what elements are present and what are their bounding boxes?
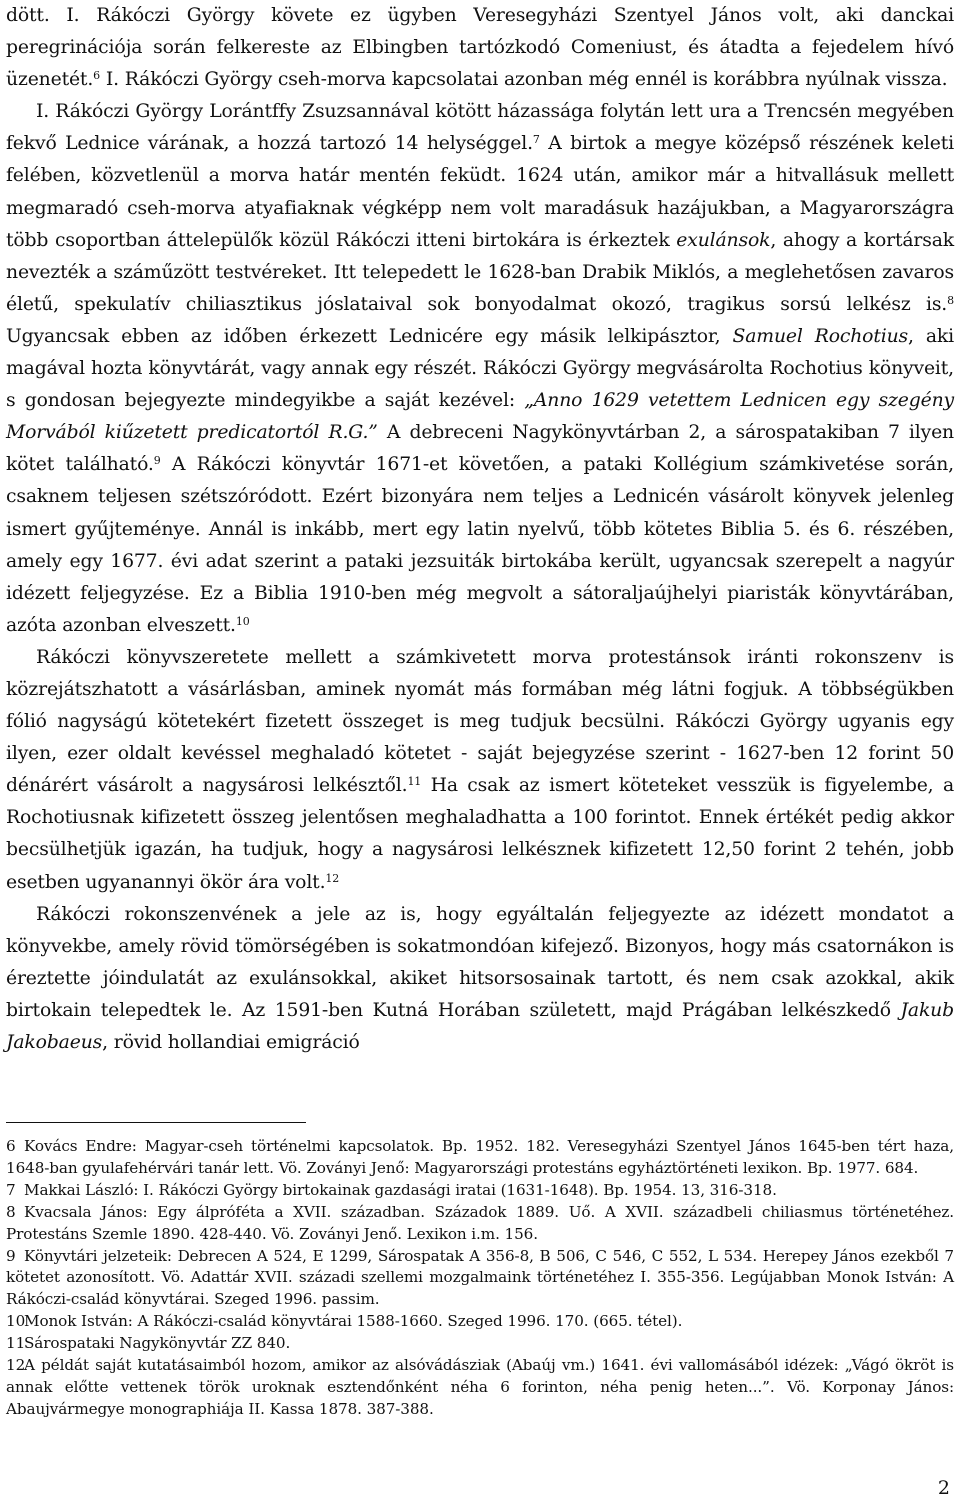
italic-name: Samuel Rochotius [732,325,909,347]
footnote-text: Könyvtári jelzeteik: Debrecen A 524, E 1299, Sárospatak A 356-8, B 506, C 546, C 552, L 534. Herepey János ezekből 7 kötetet azonosított. Vö. Adattár XVII. századi szellemi mozgalmaink történetéhez I. 355-356. Legújabban Monok István: A Rákóczi-család könyvtárai. Szeged 1996. passim. [6,1246,954,1309]
footnote-text: Kvacsala János: Egy álpróféta a XVII. században. Századok 1889. Uő. A XVII. századbeli chiliasmus történetéhez. Protestáns Szemle 1890. 428-440. Vö. Zoványi Jenő. Lexikon i.m. 156. [6,1202,954,1243]
footnote-number: 10 [6,1312,26,1331]
main-text [6,0,954,1059]
text-run: Ugyancsak ebben az időben érkezett Lednicére egy másik lelkipásztor, [6,325,733,347]
footnote-10 [6,1311,954,1333]
paragraph-3 [6,642,954,899]
text-run: dött. I. Rákóczi György követe ez ügyben Veresegyházi Szentyel János volt, aki danckai peregrinációja során felkereste az Elbingben tartózkodó Comeniust, és átadta a fejedelem hívó üzenetét. [6,5,954,91]
footnote-ref-8[interactable]: 8 [947,293,954,307]
text-run: , ahogy a kortársak nevezték a száműzött testvéreket. Itt telepedett le 1628-ban Drabik Miklós, a meglehetősen zavaros életű, spekulatív chiliasztikus jóslataival sok bonyodalmat okozó, tragikus sorsú lelkész is. [6,229,954,315]
footnote-separator [6,1122,306,1123]
footnote-ref-9[interactable]: 9 [153,454,161,468]
footnote-number: 9 [6,1246,16,1265]
text-run: Rákóczi könyvszeretete mellett a számkivetett morva protestánsok iránti rokonszenv is közrejátszhatott a vásárlásban, aminek nyomát más formában még látni fogjuk. A többségükben fólió nagyságú kötetekért fizetett összeget is meg tudjuk becsülni. Rákóczi György ugyanis egy ilyen, ezer oldalt kevéssel meghaladó kötetet - saját bejegyzése szerint - 1627-ben 12 forint 50 dénárért vásárolt a nagysárosi lelkésztől. [6,646,954,797]
text-run: , aki magával hozta könyvtárát, vagy annak egy részét. Rákóczi György megvásárolta Rochotius könyveit, s gondosan bejegyezte mindegyikbe a saját kezével: [6,325,954,412]
footnote-7 [6,1180,954,1202]
footnote-text: Kovács Endre: Magyar-cseh történelmi kapcsolatok. Bp. 1952. 182. Veresegyházi Szentyel János 1645-ben tért haza, 1648-ban gyulafehérvári tanár lett. Vö. Zoványi Jenő: Magyarországi protestáns egyháztörténeti lexikon. Bp. 1977. 684. [6,1137,954,1177]
text-run: Rákóczi rokonszenvének a jele az is, hogy egyáltalán feljegyezte az idézett mondatot a könyvekbe, amely rövid tömörségében is sokatmondóan kifejező. Bizonyos, hogy más csatornákon is éreztette jóindulatát az exulánsokkal, akiket hitsorsosainak tartott, és nem csak azokkal, akik birtokain telepedtek le. Az 1591-ben Kutná Horában született, majd Prágában lelkészkedő [6,903,954,1021]
footnote-number: 11 [6,1334,26,1353]
footnote-ref-11[interactable]: 11 [407,775,422,789]
text-run: A Rákóczi könyvtár 1671-et követően, a pataki Kollégium számkivetése során, csaknem teljesen szétszóródott. Ezért bizonyára nem teljes a Lednicén vásárolt könyvek jelenleg ismert gyűjteménye. Annál is inkább, mert egy latin nyelvű, több kötetes Biblia 5. és 6. részében, amely egy 1677. évi adat szerint a pataki jezsuiták birtokába került, ugyancsak szerepelt a nagyúr idézett feljegyzése. Ez a Biblia 1910-ben még megvolt a sátoraljaújhelyi piaristák könyvtárában, azóta azonban elveszett. [6,454,954,636]
footnote-8 [6,1202,954,1246]
footnote-9 [6,1246,954,1312]
footnote-ref-7[interactable]: 7 [532,133,540,147]
footnote-number: 8 [6,1202,16,1221]
paragraph-4 [6,899,954,1059]
text-run: A birtok a megye középső részének keleti felében, közvetlenül a morva határ mentén feküdt. 1624 után, amikor már a hitvallásuk mellett megmaradó cseh-morva atyafiaknak végképp nem volt maradásuk hazájukban, a Magyarországra több csoportban áttelepülők közül Rákóczi itteni birtokára is érkeztek [6,133,954,251]
footnote-number: 12 [6,1356,26,1375]
text-run: A debreceni Nagykönyvtárban 2, a sárospatakiban 7 ilyen kötet található. [6,422,954,476]
document-page [6,0,954,1509]
footnote-number: 6 [6,1137,16,1155]
footnote-text: Makkai László: I. Rákóczi György birtokainak gazdasági iratai (1631-1648). Bp. 1954. 13, 316-318. [24,1180,777,1199]
italic-name: Jakub Jakobaeus [6,999,954,1053]
italic-quote: „Anno 1629 vetettem Lednicen egy szegény Morvából kiűzetett predicatortól R.G.” [6,390,954,444]
footnote-number: 7 [6,1180,16,1199]
text-run: I. Rákóczi György Lorántffy Zsuzsannával kötött házassága folytán lett ura a Trencsén megyében fekvő Lednice várának, a hozzá tartozó 14 helységgel. [6,101,954,155]
footnote-ref-6[interactable]: 6 [93,69,101,83]
page-number: 2 [937,1477,950,1499]
text-run: I. Rákóczi György cseh-morva kapcsolatai azonban még ennél is korábbra nyúlnak vissza. [100,69,948,91]
footnote-text: Sárospataki Nagykönyvtár ZZ 840. [24,1334,291,1353]
paragraph-1 [6,0,954,96]
footnote-ref-10[interactable]: 10 [235,614,250,628]
footnote-12 [6,1355,954,1421]
footnote-6 [6,1136,954,1180]
footnote-text: Monok István: A Rákóczi-család könyvtárai 1588-1660. Szeged 1996. 170. (665. tétel). [24,1312,683,1331]
footnotes [6,1136,954,1421]
footnote-text: A példát saját kutatásaimból hozom, amikor az alsóvádásziak (Abaúj vm.) 1641. évi vallomásából idézek: „Vágó ökröt is annak előtte vettenek török uroknak esztendőnként néha 6 forinton, néha penig heten...”. Vö. Korponay János: Abaujvármegye monographiája II. Kassa 1878. 387-388. [6,1356,954,1418]
paragraph-2 [6,96,954,642]
footnote-ref-12[interactable]: 12 [325,871,340,885]
text-run: Ha csak az ismert köteteket vesszük is figyelembe, a Rochotiusnak kifizetett összeg jelentősen meghaladhatta a 100 forintot. Ennek értékét pedig akkor becsülhetjük igazán, ha tudjuk, hogy a nagysárosi lelkésznek kifizetett 12,50 forint 2 tehén, jobb esetben ugyanannyi ökör ára volt. [6,775,954,893]
footnote-11 [6,1333,954,1355]
text-run: , rövid hollandiai emigráció [102,1032,360,1053]
italic-term: exulánsok [676,229,771,251]
